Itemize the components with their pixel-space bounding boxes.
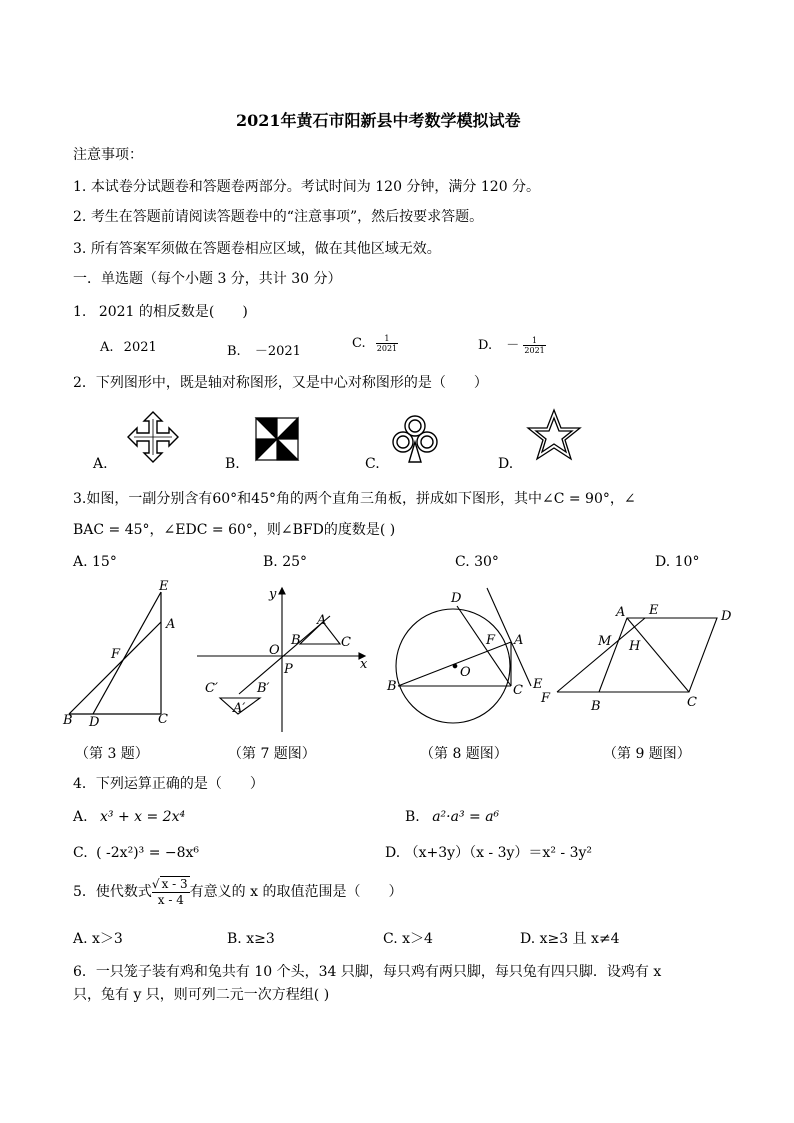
figures-row: [55, 578, 745, 738]
star-shape: [528, 410, 580, 459]
fig9-label: A: [616, 605, 626, 620]
option-expr: ( -2x²)³ = −8x⁶: [96, 845, 200, 861]
figure-9-labels: [540, 603, 732, 714]
q2-label-d: D.: [498, 456, 514, 472]
club-shape: [393, 416, 437, 462]
figure-3-labels: [62, 579, 175, 730]
figure-9: [557, 618, 717, 692]
notice-text: 考生在答题前请阅读答题卷中的“注意事项”，然后按要求答题。: [90, 209, 484, 225]
fraction-numerator: 1: [523, 336, 545, 346]
notice-heading: 注意事项：: [73, 147, 143, 163]
question-3-line-2: BAC = 45°，∠EDC = 60°，则∠BFD的度数是( ): [73, 522, 396, 538]
figure-7-labels: [205, 587, 368, 716]
notice-item-2: [73, 208, 483, 226]
fig9-label: E: [649, 603, 659, 618]
fig3-label: B: [63, 713, 73, 728]
notice-item-1: [73, 178, 540, 196]
q1-option-d: [478, 334, 546, 355]
fig7-label: y: [269, 587, 277, 602]
question-2: 2．下列图形中，既是轴对称图形，又是中心对称图形的是（ ）: [73, 375, 488, 391]
question-6-line-2: 只，兔有 y 只，则可列二元一次方程组( ): [73, 987, 330, 1003]
option-expr: x³ + x = 2x⁴: [100, 809, 186, 825]
fig9-label: H: [629, 639, 641, 654]
q4-option-a: [73, 808, 185, 826]
fig7-label: P: [284, 662, 293, 677]
fig8-label: C: [513, 683, 523, 698]
fig8-label: E: [533, 677, 543, 692]
figure-3-caption: （第 3 题）: [75, 746, 149, 762]
pinwheel-shape: [256, 418, 298, 460]
fig7-label: B: [291, 633, 301, 648]
fig9-label: D: [721, 609, 732, 624]
option-label: A.: [100, 340, 114, 355]
question-num: 1.: [73, 304, 87, 320]
page-title: 2021年黄石市阳新县中考数学模拟试卷: [236, 111, 521, 130]
notice-num: 2.: [73, 209, 87, 225]
figure-7: [197, 588, 365, 732]
fig3-label: C: [158, 712, 168, 727]
notice-text: 所有答案军须做在答题卷相应区域，做在其他区域无效。: [90, 241, 441, 257]
fraction: [376, 334, 398, 353]
question-stem-pre: 5．使代数式: [73, 884, 152, 900]
q3-option-b: B. 25°: [263, 554, 308, 570]
q2-shapes: [120, 408, 590, 470]
option-value: 2021: [123, 340, 157, 355]
fig3-label: F: [111, 647, 121, 662]
q5-option-c: C. x＞4: [383, 931, 433, 947]
q2-label-b: B.: [225, 456, 240, 472]
figure-8: [396, 588, 531, 723]
radical-fraction: $\frac{√ x - 3}{x - 4}$: [151, 877, 188, 907]
fig7-label: A: [317, 613, 327, 628]
fig7-label: x: [360, 657, 368, 672]
q5-option-d: D. x≥3 且 x≠4: [520, 931, 620, 947]
q4-option-c: [73, 844, 199, 862]
notice-num: 3.: [73, 241, 87, 257]
notice-item-3: [73, 240, 441, 258]
fig7-label: C: [341, 635, 351, 650]
fraction-denominator: 2021: [376, 344, 398, 353]
fraction-denominator: x - 4: [157, 893, 184, 907]
section-heading: 一．单选题（每个小题 3 分，共计 30 分）: [73, 271, 342, 287]
fig9-label: B: [591, 699, 601, 714]
option-label: C.: [352, 336, 366, 351]
q4-option-d: [385, 844, 592, 862]
notice-num: 1.: [73, 179, 87, 195]
q1-option-b: [227, 340, 301, 359]
fig8-label: A: [514, 633, 524, 648]
fig3-label: A: [166, 617, 176, 632]
fig3-label: D: [89, 715, 100, 730]
q2-label-c: C.: [365, 456, 380, 472]
fig7-label: A′: [233, 701, 246, 716]
option-label: D.: [478, 338, 493, 353]
q5-option-a: A. x＞3: [73, 931, 123, 947]
fig7-label: B′: [257, 681, 270, 696]
option-value: －2021: [254, 344, 301, 359]
question-4: 4．下列运算正确的是（ ）: [73, 776, 264, 792]
fig8-label: B: [387, 679, 397, 694]
notice-text: 本试卷分试题卷和答题卷两部分。考试时间为 120 分钟，满分 120 分。: [90, 179, 541, 195]
q5-option-b: B. x≥3: [227, 931, 275, 947]
figure-9-caption: （第 9 题图）: [603, 746, 691, 762]
option-label: D.: [385, 845, 401, 861]
q1-option-c: [352, 334, 398, 353]
option-expr: （x+3y）（x - 3y）＝x² - 3y²: [404, 845, 592, 861]
q3-option-d: D. 10°: [655, 554, 700, 570]
question-5: [73, 876, 402, 908]
figure-7-caption: （第 7 题图）: [228, 746, 316, 762]
option-label: A.: [73, 809, 88, 825]
radicand: x - 3: [161, 877, 188, 891]
fig8-label: O: [460, 665, 471, 680]
figure-8-caption: （第 8 题图）: [420, 746, 508, 762]
fig3-label: E: [159, 579, 169, 594]
option-label: B.: [405, 809, 420, 825]
fraction-denominator: 2021: [524, 346, 545, 355]
fig7-label: O: [269, 643, 280, 658]
question-6-line-1: 6．一只笼子装有鸡和兔共有 10 个头，34 只脚，每只鸡有两只脚，每只兔有四只脚．设鸡有 x: [73, 964, 662, 980]
question-1: [73, 303, 248, 321]
option-label: B.: [227, 344, 241, 359]
question-3-line-1: 3.如图，一副分别含有60°和45°角的两个直角三角板，拼成如下图形，其中∠C = 90°，∠: [73, 491, 636, 507]
fig9-label: M: [598, 634, 612, 649]
fraction-numerator: 1: [376, 334, 398, 344]
fig8-label: D: [451, 591, 462, 606]
option-label: C.: [73, 845, 88, 861]
fig8-label: F: [486, 633, 496, 648]
question-stem-post: 有意义的 x 的取值范围是（ ）: [189, 884, 403, 900]
fig9-label: C: [687, 695, 697, 710]
minus-sign: －: [506, 338, 520, 353]
q3-option-c: C. 30°: [455, 554, 499, 570]
question-stem: 2021 的相反数是( ): [98, 304, 248, 320]
q4-option-b: [405, 808, 499, 826]
q2-label-a: A.: [93, 456, 108, 472]
q3-option-a: A. 15°: [73, 554, 117, 570]
four-arrow-shape: [128, 412, 178, 462]
option-expr: a²·a³ = a⁶: [432, 809, 500, 825]
fig9-label: F: [541, 691, 551, 706]
fraction: [523, 336, 545, 355]
fig7-label: C′: [205, 681, 218, 696]
q1-option-a: [100, 340, 157, 355]
